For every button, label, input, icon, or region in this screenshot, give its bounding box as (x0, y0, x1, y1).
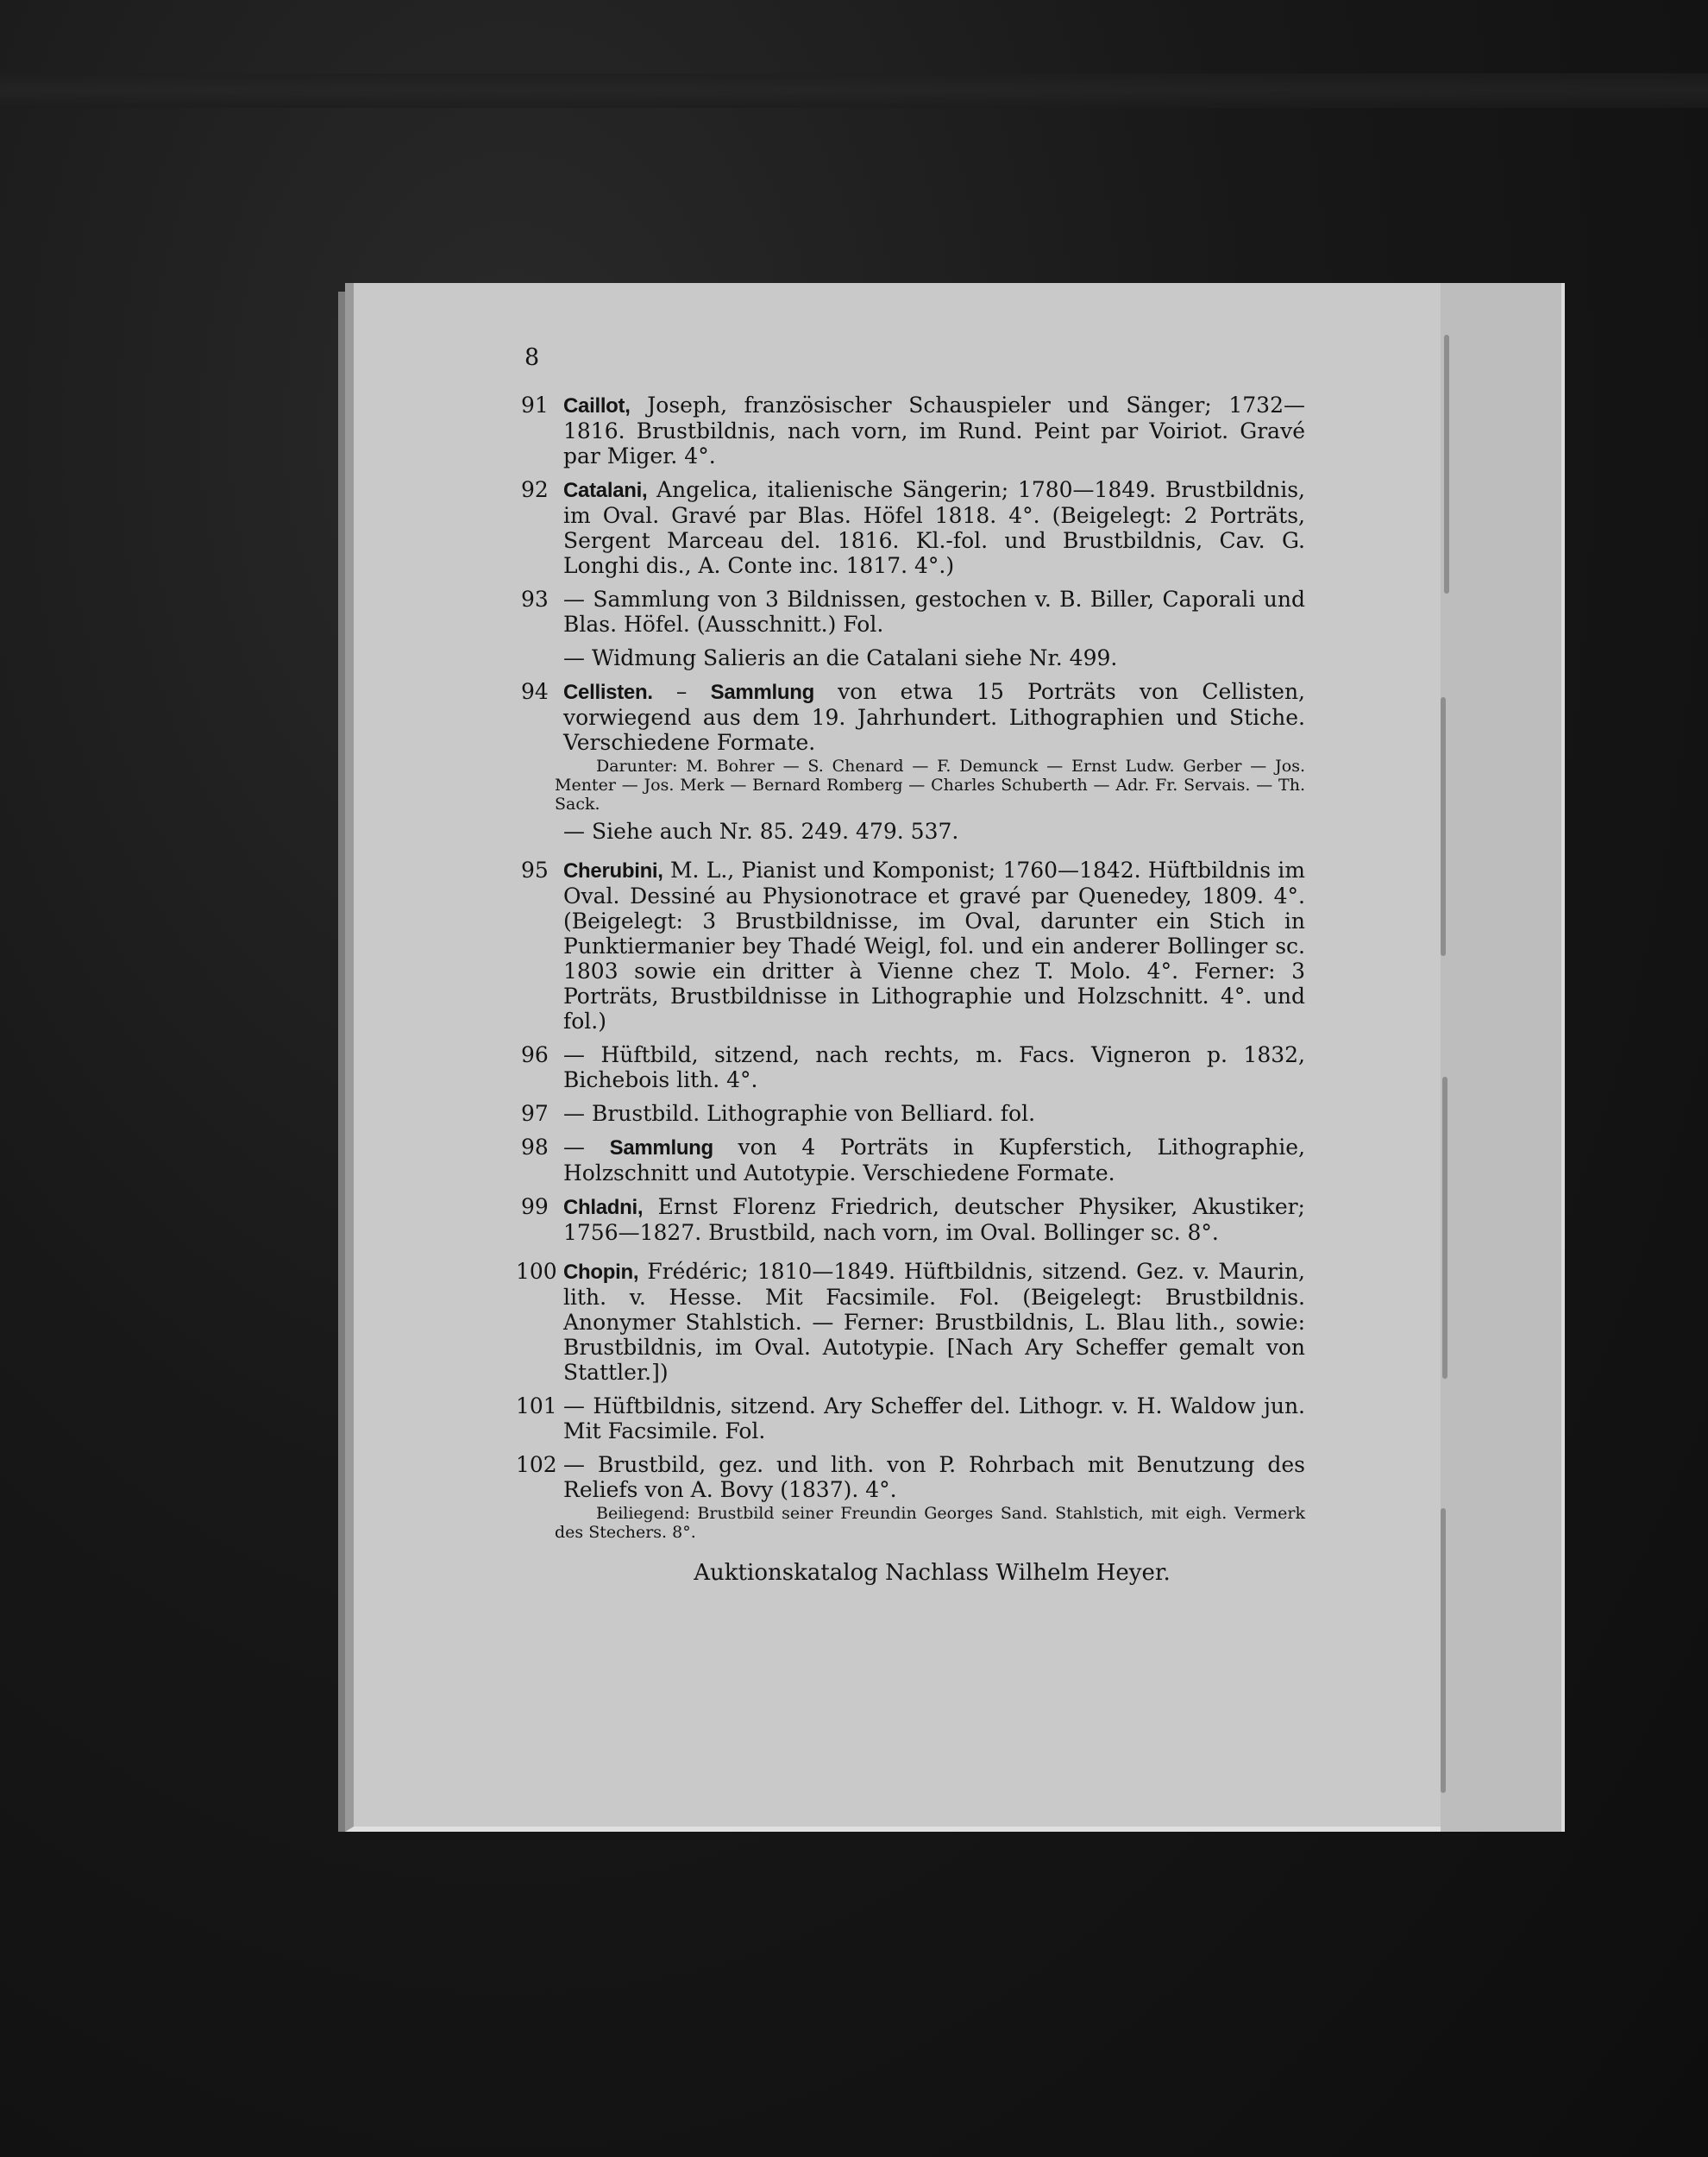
cross-reference (524, 645, 1305, 670)
entry-text: — Brustbild. Lithographie von Belliard. fol. (563, 1101, 1036, 1126)
binding-stitch (1442, 1077, 1447, 1379)
entry-name: Chopin, (563, 1261, 639, 1284)
entry-text: M. L., Pianist und Komponist; 1760—1842. Hüftbildnis im Oval. Dessiné au Physionotrace et gravé par Quenedey, 1809. 4°. (Beigelegt: 3 Brustbildnisse, im Oval, darunter ein Stich in Punktiermanier bey Thadé Weigl, fol. und ein anderer Bollinger sc. 1803 sowie ein dritter à Vienne chez T. Molo. 4°. Ferner: 3 Porträts, Brustbildnisse in Lithographie und Holzschnitt. 4°. und fol.) (563, 858, 1305, 1034)
entry-text: von 4 Porträts in Kupferstich, Lithographie, Holzschnitt und Autotypie. Verschiedene Formate. (563, 1135, 1305, 1185)
catalog-entry (521, 477, 1305, 578)
entry-text: Ernst Florenz Friedrich, deutscher Physiker, Akustiker; 1756—1827. Brustbild, nach vorn, im Oval. Bollinger sc. 8°. (563, 1194, 1305, 1245)
catalog-entry (521, 393, 1305, 469)
catalog-entry (521, 1135, 1305, 1185)
catalog-entry (521, 679, 1305, 814)
entry-number: 99 (521, 1194, 549, 1219)
entry-name: Caillot, (563, 394, 631, 418)
entry-number: 93 (521, 587, 549, 612)
catalog-entry (521, 1194, 1305, 1245)
binding-stitch (1441, 1508, 1446, 1793)
cross-reference (524, 819, 1305, 844)
entry-dash: – (652, 679, 711, 704)
catalog-footer: Auktionskatalog Nachlass Wilhelm Heyer. (694, 1560, 1171, 1586)
entry-text: Joseph, französischer Schauspieler und Sänger; 1732—1816. Brustbildnis, nach vorn, im Rund. Peint par Voiriot. Gravé par Miger. 4°. (563, 393, 1305, 469)
entry-text: — Siehe auch Nr. 85. 249. 479. 537. (563, 819, 959, 844)
entry-keyword: Sammlung (710, 681, 814, 704)
entry-name: Cellisten. (563, 681, 653, 704)
entry-name: Chladni, (563, 1196, 644, 1219)
catalog-entry (516, 1393, 1305, 1443)
entry-number: 91 (521, 393, 549, 418)
film-strip (0, 73, 1708, 108)
entry-text: Frédéric; 1810—1849. Hüftbildnis, sitzend. Gez. v. Maurin, lith. v. Hesse. Mit Facsimile. Fol. (Beigelegt: Brustbildnis. Anonymer Stahlstich. — Ferner: Brustbildnis, L. Blau lith., sowie: Brustbildnis, im Oval. Autotypie. [Nach Ary Scheffer gemalt von Stattler.]) (563, 1259, 1305, 1385)
entry-text: — Sammlung von 3 Bildnissen, gestochen v. B. Biller, Caporali und Blas. Höfel. (Ausschnitt.) Fol. (563, 587, 1305, 637)
entry-number: 95 (521, 858, 549, 883)
entry-note: Darunter: M. Bohrer — S. Chenard — F. Demunck — Ernst Ludw. Gerber — Jos. Menter — Jos. Merk — Bernard Romberg — Charles Schuberth — Adr. Fr. Servais. — Th. Sack. (555, 757, 1305, 814)
entry-text: von etwa 15 Porträts von Cellisten, vorwiegend aus dem 19. Jahrhundert. Lithographien und Stiche. Verschiedene Formate. (563, 679, 1305, 755)
catalog-entry (516, 1259, 1305, 1385)
entry-number: 94 (521, 679, 549, 704)
catalog-entry (521, 1101, 1305, 1126)
entry-text: — Hüftbild, sitzend, nach rechts, m. Facs. Vigneron p. 1832, Bichebois lith. 4°. (563, 1042, 1305, 1092)
catalog-entry (521, 858, 1305, 1034)
entry-number: 92 (521, 477, 549, 502)
catalog-entry (521, 587, 1305, 637)
binding-stitch (1441, 697, 1446, 956)
entry-text: — Widmung Salieris an die Catalani siehe Nr. 499. (563, 645, 1118, 670)
entry-text: — Hüftbildnis, sitzend. Ary Scheffer del. Lithogr. v. H. Waldow jun. Mit Facsimile. Fol. (563, 1393, 1305, 1443)
entry-number: 102 (516, 1452, 557, 1477)
page-edge (338, 292, 345, 1832)
entry-number: 98 (521, 1135, 549, 1160)
page-content (516, 344, 1305, 1586)
entry-keyword: Sammlung (609, 1136, 713, 1160)
catalog-entry (521, 1042, 1305, 1092)
entry-name: Catalani, (563, 479, 648, 502)
entry-number: 96 (521, 1042, 549, 1067)
entry-text: Angelica, italienische Sängerin; 1780—1849. Brustbildnis, im Oval. Gravé par Blas. Höfel 1818. 4°. (Beigelegt: 2 Porträts, Sergent Marceau del. 1816. Kl.-fol. und Brustbildnis, Cav. G. Longhi dis., A. Conte inc. 1817. 4°.) (563, 477, 1305, 578)
entry-number: 97 (521, 1101, 549, 1126)
catalog-entry (516, 1452, 1305, 1542)
entry-name: Cherubini, (563, 859, 663, 883)
entry-note: Beiliegend: Brustbild seiner Freundin Georges Sand. Stahlstich, mit eigh. Vermerk des Stechers. 8°. (555, 1504, 1305, 1542)
entry-dash: — (563, 1135, 610, 1160)
entry-number: 101 (516, 1393, 557, 1418)
binding-stitch (1444, 335, 1449, 594)
entry-number: 100 (516, 1259, 557, 1284)
entry-text: — Brustbild, gez. und lith. von P. Rohrbach mit Benutzung des Reliefs von A. Bovy (1837). 4°. (563, 1452, 1305, 1502)
page-number: 8 (524, 344, 540, 371)
